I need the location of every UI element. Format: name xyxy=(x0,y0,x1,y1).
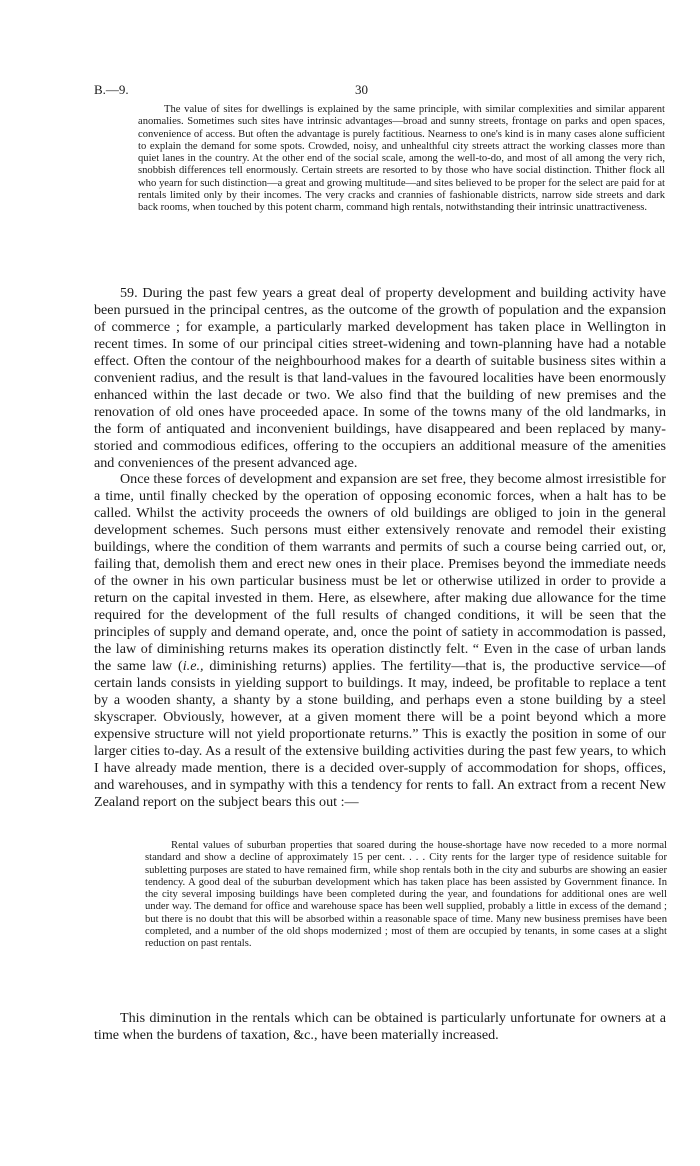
paragraph-59: 59. During the past few years a great deal of property development and building activity have been pursued in the principal centres, as the outcome of the growth of population and the expansion of commerce ; for example, a particularly marked development has taken place in Wellington in recent times. In some of our principal cities street-widening and town-planning have had a notable effect. Often the contour of the neighbourhood makes for a dearth of suitable business sites within a convenient radius, and the result is that land-values in the favoured localities have been enormously enhanced within the last decade or two. We also find that the building of new premises and the renovation of old ones have proceeded apace. In some of the towns many of the old landmarks, in the form of antiquated and inconvenient buildings, have disappeared and been replaced by many-storied and commodious edifices, offering to the occupiers an additional measure of the amenities and conveniences of the present advanced age. xyxy=(94,285,666,471)
quote-text: The value of sites for dwellings is explained by the same principle, with similar complexities and similar apparent anomalies. Sometimes such sites have intrinsic advantages—broad and sunny streets, frontage on parks and open spaces, convenience of access. But often the advantage is purely factitious. Nearness to one's kind is in many cases alone sufficient to explain the demand for some spots. Crowded, noisy, and unhealthful city streets attract the working classes more than quiet lanes in the country. At the other end of the social scale, among the well-to-do, and most of all among the very rich, snobbish differences tell enormously. Certain streets are resorted to by those who have social distinction. Thither flock all who yearn for such distinction—a great and growing multitude—and sites believed to be proper for the select are paid for at rentals limited only by their incomes. The very cracks and crannies of fashionable districts, narrow side streets and dark back rooms, when touched by this potent charm, command high rentals, notwithstanding their intrinsic unattractiveness. xyxy=(138,104,665,214)
quote-text: Rental values of suburban properties that soared during the house-shortage have now receded to a more normal standard and show a decline of approximately 15 per cent. . . . City rents for the larger type of residence suitable for subletting purposes are stated to have remained firm, while shop rentals both in the city and suburbs are showing an easier tendency. A good deal of the suburban development which has taken place has been assisted by Government finance. In the city several imposing buildings have been completed during the year, and foundations for additional ones are well under way. The demand for office and warehouse space has been well supplied, probably a little in excess of the demand ; but there is no doubt that this will be absorbed within a reasonable space of time. Many new business premises have been completed, and a number of the old shops modernized ; most of them are occupied by tenants, in some cases at a slight reduction on past rentals. xyxy=(145,840,667,950)
paragraph-text-part: diminishing returns) applies. The fertility—that is, the productive service—of certain lands consists in yielding support to buildings. It may, indeed, be profitable to replace a tent by a wooden shanty, a shanty by a stone building, and perhaps even a stone building by a steel skyscraper. Obviously, however, at a given moment there will be a point beyond which a more expensive structure will not yield proportionate returns.” This is exactly the position in some of our larger cities to-day. As a result of the extensive building activities during the past few years, to which I have already made mention, there is a decided over-supply of accommodation for shops, offices, and warehouses, and in sympathy with this a tendency for rents to fall. An extract from a recent New Zealand report on the subject bears this out :— xyxy=(94,657,666,810)
paragraph-rental-diminution: This diminution in the rentals which can be obtained is particularly unfortunate for owners at a time when the burdens of taxation, &c., have been materially increased. xyxy=(94,1010,666,1043)
main-body-text xyxy=(94,285,666,811)
document-reference: B.—9. xyxy=(94,82,129,97)
paragraph-text-part: Once these forces of development and expansion are set free, they become almost irresistible for a time, until finally checked by the operation of opposing economic forces, when a halt has to be called. Whilst the activity proceeds the owners of old buildings are obliged to join in the general development schemes. Such persons must either extensively renovate and remodel their existing buildings, where the condition of them warrants and permits of such a course being carried out, or, failing that, demolish them and erect new ones in their place. Premises beyond the immediate needs of the owner in his own particular business must be let or otherwise utilized in order to provide a return on the capital invested in them. Here, as elsewhere, after making due allowance for the time required for the development of the full results of changed conditions, it will be seen that the principles of supply and demand operate, and, once the point of satiety in accommodation is passed, the law of diminishing returns makes its operation distinctly felt. “ Even in the case of urban lands the same law ( xyxy=(94,471,666,674)
page-number: 30 xyxy=(355,82,368,97)
block-quote-rental-report xyxy=(145,840,667,951)
paragraph-development-forces xyxy=(94,471,666,810)
italic-ie: i.e., xyxy=(182,657,204,674)
block-quote-site-values xyxy=(138,104,665,215)
closing-body-text xyxy=(94,1010,666,1044)
